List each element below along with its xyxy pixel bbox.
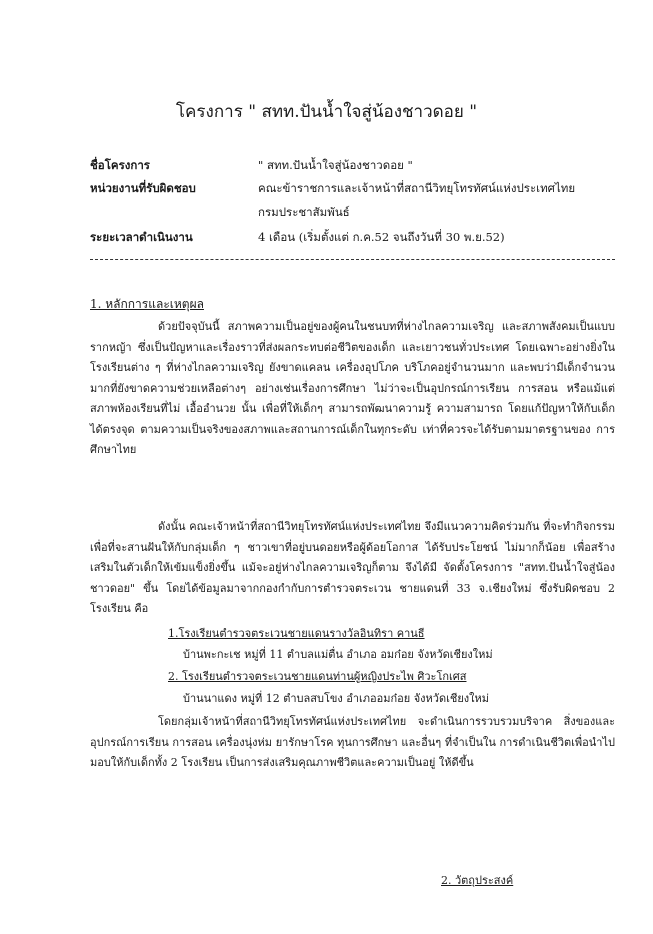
paragraph-reasons: ด้วยปัจจุบันนี้ สภาพความเป็นอยู่ของผู้คนในชนบทที่ห่างไกลความเจริญ และสภาพสังคมเป็นแบบรากหญ้า ซึ่งเป็นปัญหาและเรื่องราวที่ส่งผลกระทบต่อชีวิตของเด็ก และเยาวชนทั่วประเทศ โดยเฉพาะอย่างยิ่งในโรงเรียนต่าง ๆ ที่ห่างไกลความเจริญ ยังขาดแคลน เครื่องอุปโภค บริโภคอยู่จำนวนมาก และพบว่ามีเด็กจำนวนมากที่ยังขาดความช่วยเหลือต่างๆ อย่างเช่นเรื่องการศึกษา ไม่ว่าจะเป็นอุปกรณ์การเรียน การสอน หรือแม้แต่สภาพห้องเรียนที่ไม่ เอื้ออำนวย นั้น เพื่อที่ให้เด็กๆ สามารถพัฒนาความรู้ ความสามารถ โดยแก้ปัญหาให้กับเด็กได้ตรงจุด ตามความเป็นจริงของสภาพและสถานการณ์เด็กในทุกระดับ เท่าที่ควรจะได้รับตามมาตรฐานของ การศึกษาไทย (90, 320, 615, 456)
period-value: 4 เดือน (เริ่มตั้งแต่ ก.ค.52 จนถึงวันที่ 30 พ.ย.52) (258, 230, 505, 244)
section-heading: 1. หลักการและเหตุผล (90, 297, 204, 311)
period-label: ระยะเวลาดำเนินงาน (90, 230, 193, 244)
owner-value-1: คณะข้าราชการและเจ้าหน้าที่สถานีวิทยุโทรทัศน์แห่งประเทศไทย (258, 181, 576, 195)
paragraph-donation: โดยกลุ่มเจ้าหน้าที่สถานีวิทยุโทรทัศน์แห่งประเทศไทย จะดำเนินการรวบรวมบริจาค สิ่งของและอุปกรณ์การเรียน การสอน เครื่องนุ่งห่ม ยารักษาโรค ทุนการศึกษา และอื่นๆ ที่จำเป็นใน การดำเนินชีวิตเพื่อนำไปมอบให้กับเด็กทั้ง 2 โรงเรียน เป็นการส่งเสริมคุณภาพชีวิตและความเป็นอยู่ ให้ดีขึ้น (90, 715, 615, 769)
project-name-label: ชื่อโครงการ (90, 158, 150, 172)
project-name-value: " สทท.ปันน้ำใจสู่น้องชาวดอย " (258, 158, 413, 172)
school-2-title: 2. โรงเรียนตำรวจตระเวนชายแดนท่านผู้หญิงประไพ ศิวะโกเศส (168, 670, 467, 683)
next-section-label: 2. วัตถุประสงค์ (441, 874, 514, 887)
school-1-address: บ้านพะกะเช หมู่ที่ 11 ตำบลแม่ตื่น อำเภอ อมก๋อย จังหวัดเชียงใหม่ (183, 648, 493, 661)
school-1-title: 1.โรงเรียนตำรวจตระเวนชายแดนรางวัลอินทิรา คานธี (168, 627, 425, 640)
owner-label: หน่วยงานที่รับผิดชอบ (90, 181, 196, 195)
page-title: โครงการ " สทท.ปันน้ำใจสู่น้องชาวดอย " (175, 102, 478, 122)
owner-value-2: กรมประชาสัมพันธ์ (258, 205, 350, 219)
paragraph-project: ดังนั้น คณะเจ้าหน้าที่สถานีวิทยุโทรทัศน์แห่งประเทศไทย จึงมีแนวความคิดร่วมกัน ที่จะทำกิจกรรมเพื่อที่จะสานฝันให้กับกลุ่มเด็ก ๆ ชาวเขาที่อยู่บนดอยหรือผู้ด้อยโอกาส ได้รับประโยชน์ ไม่มากก็น้อย เพื่อสร้างเสริมในตัวเด็กให้เข้มแข็งยิ่งขึ้น แม้จะอยู่ห่างไกลความเจริญก็ตาม จึงได้มี จัดตั้งโครงการ "สทท.ปันน้ำใจสู่น้องชาวดอย" ขึ้น โดยได้ข้อมูลมาจากกองกำกับการตำรวจตระเวน ชายแดนที่ 33 จ.เชียงใหม่ ซึ่งรับผิดชอบ 2 โรงเรียน คือ (90, 520, 615, 615)
school-2-address: บ้านนาแดง หมู่ที่ 12 ตำบลสบโขง อำเภออมก๋อย จังหวัดเชียงใหม่ (183, 692, 490, 705)
divider-line (90, 259, 615, 260)
